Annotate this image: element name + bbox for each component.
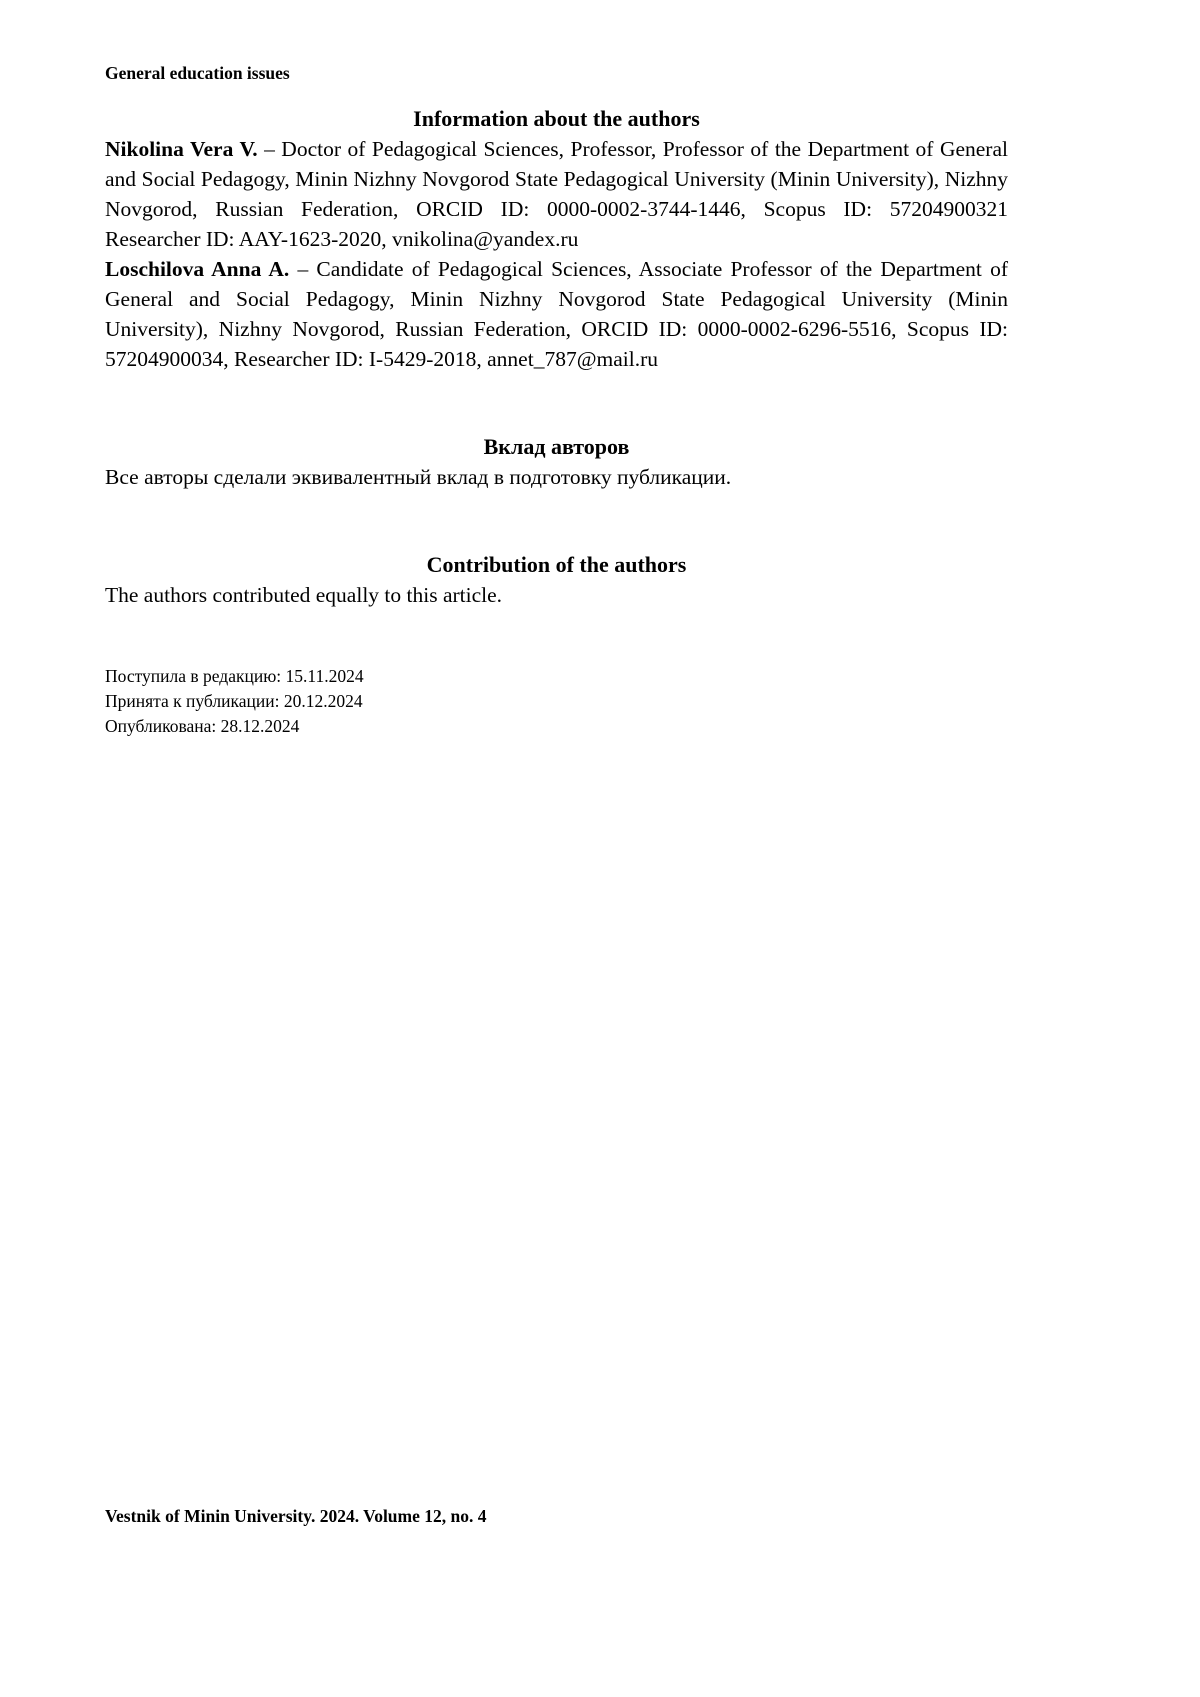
spacer: [105, 492, 1008, 550]
section-label: General education issues: [105, 63, 290, 83]
contribution-ru-text: Все авторы сделали эквивалентный вклад в подготовку публикации.: [105, 465, 732, 489]
date-received: Поступила в редакцию: 15.11.2024: [105, 666, 364, 686]
author-details: – Doctor of Pedagogical Sciences, Professor, Professor of the Department of General and Social Pedagogy, Minin Nizhny Novgorod State Pedagogical University (Minin University), Nizhny Novgorod, Russian Federation, ORCID ID: 0000-0002-3744-1446, Scopus ID: 57204900321 Researcher ID: AAY-1623-2020, vnikolina@yandex.ru: [105, 137, 1008, 251]
author-name: Loschilova Anna A.: [105, 257, 290, 281]
contribution-en-heading: Contribution of the authors: [426, 552, 687, 577]
date-published: Опубликована: 28.12.2024: [105, 716, 300, 736]
authors-info-heading: Information about the authors: [413, 106, 700, 131]
author-details: – Candidate of Pedagogical Sciences, Associate Professor of the Department of General and Social Pedagogy, Minin Nizhny Novgorod State Pedagogical University (Minin University), Nizhny Novgorod, Russian Federation, ORCID ID: 0000-0002-6296-5516, Scopus ID: 57204900034, Researcher ID: I-5429-2018, annet_787@mail.ru: [105, 257, 1008, 371]
author-entry: [105, 134, 1008, 254]
publication-dates: [105, 664, 1008, 739]
contribution-en-text: The authors contributed equally to this article.: [105, 583, 503, 607]
page-content: [105, 62, 1008, 739]
author-entry: [105, 254, 1008, 374]
spacer: [105, 374, 1008, 432]
contribution-ru-heading: Вклад авторов: [483, 434, 630, 459]
author-name: Nikolina Vera V.: [105, 137, 258, 161]
date-accepted: Принята к публикации: 20.12.2024: [105, 691, 363, 711]
journal-footer: Vestnik of Minin University. 2024. Volume 12, no. 4: [105, 1506, 487, 1526]
